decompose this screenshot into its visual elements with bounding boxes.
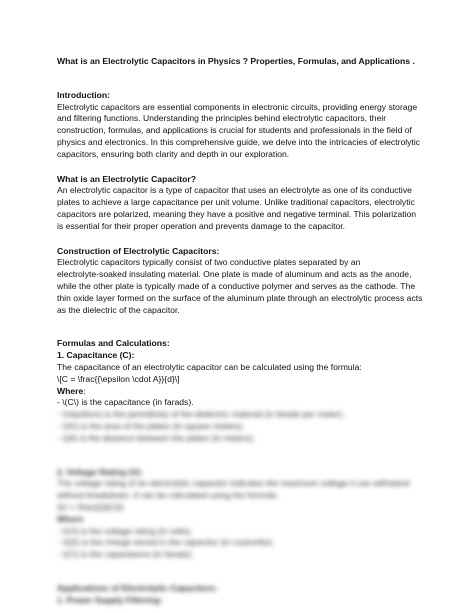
what-is-line: An electrolytic capacitor is a type of capacitor that uses an electrolyte as one of its conductive xyxy=(57,185,412,196)
capacitance-text: The capacitance of an electrolytic capacitor can be calculated using the formula: xyxy=(57,361,362,372)
construction-line: Electrolytic capacitors typically consist of two conductive plates separated by an xyxy=(57,257,361,268)
blurred-where: Where xyxy=(57,513,84,524)
capacitance-subheading: 1. Capacitance (C): xyxy=(57,350,135,361)
construction-line: while the other plate is typically made of a conductive polymer and serves as the cathode. The xyxy=(57,280,416,291)
spacer xyxy=(57,233,432,246)
intro-line: construction, formulas, and applications is crucial for students and professionals in the field of xyxy=(57,125,412,136)
blurred-line: \[V = \frac{Q}{C}\] xyxy=(57,501,124,512)
what-is-heading: What is an Electrolytic Capacitor? xyxy=(57,173,196,184)
spacer xyxy=(57,445,432,467)
construction-line: electrolyte-soaked insulating material. One plate is made of aluminum and acts as the anode, xyxy=(57,269,412,280)
intro-line: Electrolytic capacitors are essential components in electronic circuits, providing energy storage xyxy=(57,101,418,112)
blurred-line: The voltage rating of an electrolytic capacitor indicates the maximum voltage it can withstand xyxy=(57,478,410,489)
where-colon: : xyxy=(83,385,86,396)
spacer xyxy=(57,161,432,174)
capacitance-formula: \[C = \frac{{\epsilon \cdot A}}{d}\] xyxy=(57,373,180,384)
what-is-line: capacitors are polarized, meaning they have a positive and negative terminal. This polarization xyxy=(57,208,417,219)
intro-line: and filtering functions. Understanding the principles behind electrolytic capacitors, their xyxy=(57,113,387,124)
formulas-heading: Formulas and Calculations: xyxy=(57,338,170,349)
intro-line: physics and electronics. In this comprehensive guide, we delve into the intricacies of electrolytic xyxy=(57,136,421,147)
intro-line: capacitors, ensuring both clarity and depth in our exploration. xyxy=(57,148,290,159)
where-bold: Where xyxy=(57,385,84,396)
blurred-preview-section xyxy=(57,409,432,606)
spacer xyxy=(57,68,432,90)
blurred-bullet: - \(A\) is the area of the plates (in square meters). xyxy=(57,420,245,431)
what-is-line: is essential for their proper operation and prevents damage to the capacitor. xyxy=(57,220,346,231)
blurred-line: without breakdown. It can be calculated using the formula: xyxy=(57,490,279,501)
construction-heading: Construction of Electrolytic Capacitors: xyxy=(57,245,220,256)
capacitance-bullet: - \(C\) is the capacitance (in farads). xyxy=(57,397,194,408)
intro-heading: Introduction: xyxy=(57,89,110,100)
what-is-line: plates to achieve a large capacitance per unit volume. Unlike traditional capacitors, electrolytic xyxy=(57,197,415,208)
construction-line: as the dielectric of the capacitor. xyxy=(57,304,180,315)
blurred-voltage-heading: 2. Voltage Rating (V): xyxy=(57,466,143,477)
blurred-bullet: - \(C\) is the capacitance (in farads). xyxy=(57,549,194,560)
where-label xyxy=(57,386,432,398)
spacer xyxy=(57,316,432,338)
blurred-apps-heading: Applications of Electrolytic Capacitors: xyxy=(57,582,218,593)
spacer xyxy=(57,561,432,583)
blurred-bullet: - \(\epsilon\) is the permittivity of the dielectric material (in farads per meter). xyxy=(57,409,345,420)
blurred-bullet: - \(Q\) is the charge stored in the capacitor (in coulombs). xyxy=(57,537,275,548)
document-title: What is an Electrolytic Capacitors in Physics ? Properties, Formulas, and Applications . xyxy=(57,56,415,66)
blurred-apps-sub: 1. Power Supply Filtering: xyxy=(57,594,163,605)
blurred-bullet: - \(d\) is the distance between the plates (in meters). xyxy=(57,432,256,443)
construction-line: thin oxide layer formed on the surface of the aluminum plate through an electrolytic process acts xyxy=(57,292,423,303)
blurred-bullet: - \(V\) is the voltage rating (in volts). xyxy=(57,525,193,536)
